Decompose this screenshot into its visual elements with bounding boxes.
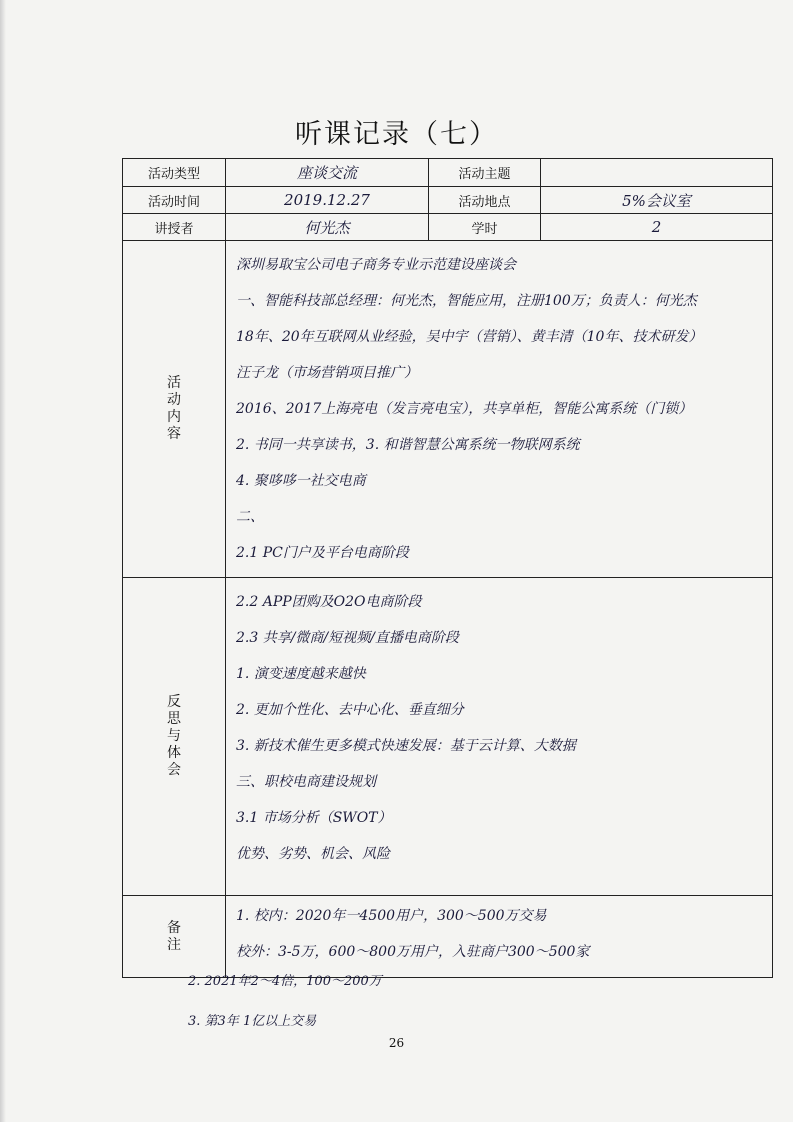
label-lecturer: 讲授者 bbox=[123, 214, 226, 241]
content-line: 汪子龙（市场营销项目推广） bbox=[236, 365, 418, 381]
content-line: 18年、20年互联网从业经验，吴中宇（营销）、黄丰清（10年、技术研发） bbox=[236, 329, 703, 345]
notes-line: 校外：3-5万，600～800万用户，入驻商户300～500家 bbox=[236, 944, 590, 960]
page-title: 听课记录（七） bbox=[295, 119, 498, 150]
page-number: 26 bbox=[388, 1036, 405, 1050]
reflection-line: 3.1 市场分析（SWOT） bbox=[236, 810, 392, 826]
label-notes: 备注 bbox=[167, 919, 181, 953]
label-content: 活动内容 bbox=[167, 375, 181, 442]
reflection-line: 三、职校电商建设规划 bbox=[236, 774, 376, 790]
scan-edge bbox=[0, 0, 6, 1122]
reflection-lines bbox=[226, 578, 772, 878]
label-activity-time: 活动时间 bbox=[123, 187, 226, 214]
reflection-line: 1. 演变速度越来越快 bbox=[236, 666, 366, 682]
label-activity-place: 活动地点 bbox=[429, 187, 541, 214]
notes-cell bbox=[226, 896, 773, 978]
value-hours: 2 bbox=[541, 214, 773, 241]
reflection-line: 2.2 APP团购及O2O电商阶段 bbox=[236, 594, 422, 610]
content-line: 4. 聚哆哆一社交电商 bbox=[236, 473, 366, 489]
row-content bbox=[123, 241, 773, 578]
label-reflection: 反思与体会 bbox=[167, 694, 181, 778]
label-activity-type: 活动类型 bbox=[123, 159, 226, 187]
content-line: 深圳易取宝公司电子商务专业示范建设座谈会 bbox=[236, 257, 516, 273]
value-activity-theme bbox=[541, 159, 773, 187]
content-cell bbox=[226, 241, 773, 578]
reflection-label-cell bbox=[123, 578, 226, 896]
reflection-line: 优势、劣势、机会、风险 bbox=[236, 846, 390, 862]
value-activity-place: 5%会议室 bbox=[541, 187, 773, 214]
content-label-cell bbox=[123, 241, 226, 578]
label-activity-theme: 活动主题 bbox=[429, 159, 541, 187]
value-lecturer: 何光杰 bbox=[226, 214, 429, 241]
notes-label-cell bbox=[123, 896, 226, 978]
content-line: 2. 书同一共享读书，3. 和谐智慧公寓系统一物联网系统 bbox=[236, 437, 580, 453]
content-line: 2.1 PC门户及平台电商阶段 bbox=[236, 545, 409, 561]
notes-lines bbox=[226, 896, 772, 976]
content-line: 2016、2017上海亮电（发言亮电宝），共享单柜，智能公寓系统（门锁） bbox=[236, 401, 693, 417]
reflection-cell bbox=[226, 578, 773, 896]
row-lecturer-hours bbox=[123, 214, 773, 241]
row-time-place bbox=[123, 187, 773, 214]
content-line: 二、 bbox=[236, 509, 264, 525]
extra-line-1: 2. 2021年2～4倍，100～200万 bbox=[188, 974, 382, 989]
reflection-line: 2.3 共享/微商/短视频/直播电商阶段 bbox=[236, 630, 459, 646]
content-line: 一、智能科技部总经理：何光杰，智能应用，注册100万；负责人：何光杰 bbox=[236, 293, 697, 309]
label-hours: 学时 bbox=[429, 214, 541, 241]
content-lines bbox=[226, 241, 772, 577]
reflection-line: 3. 新技术催生更多模式快速发展：基于云计算、大数据 bbox=[236, 738, 576, 754]
row-notes bbox=[123, 896, 773, 978]
row-type-theme bbox=[123, 159, 773, 187]
value-activity-time: 2019.12.27 bbox=[226, 187, 429, 214]
notes-line: 1. 校内：2020年一4500用户，300～500万交易 bbox=[236, 908, 547, 924]
extra-line-2: 3. 第3年 1亿以上交易 bbox=[188, 1014, 317, 1029]
row-reflection bbox=[123, 578, 773, 896]
reflection-line: 2. 更加个性化、去中心化、垂直细分 bbox=[236, 702, 464, 718]
record-form bbox=[122, 158, 773, 978]
value-activity-type: 座谈交流 bbox=[226, 159, 429, 187]
